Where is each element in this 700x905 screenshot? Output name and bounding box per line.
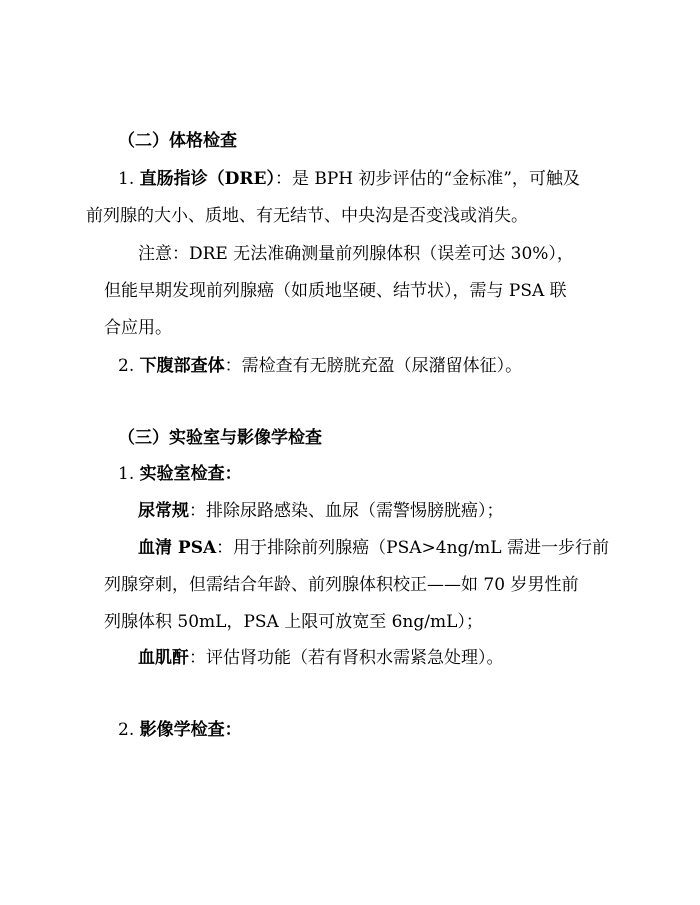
urine-line — [138, 499, 504, 523]
urine-term: 尿常规 — [138, 501, 189, 521]
dre-line-1 — [118, 167, 580, 191]
note-line-1: 注意：DRE 无法准确测量前列腺体积（误差可达 30%）， — [138, 244, 574, 264]
dre-term: 直肠指诊（DRE） — [139, 169, 275, 189]
lab-number: 1. — [118, 464, 140, 484]
dre-text: ：是 BPH 初步评估的“金标准”，可触及 — [274, 169, 580, 189]
creatinine-text: ：评估肾功能（若有肾积水需紧急处理）。 — [189, 648, 504, 668]
creatinine-line — [138, 646, 504, 670]
lab-title: 实验室检查： — [139, 464, 242, 484]
section2-heading: （二）体格检查 — [118, 131, 237, 151]
abdomen-term: 下腹部查体 — [139, 356, 225, 376]
dre-number: 1. — [118, 169, 140, 189]
note-line-2: 但能早期发现前列腺癌（如质地坚硬、结节状），需与 PSA 联 — [104, 281, 567, 301]
psa-term: 血清 PSA — [138, 538, 217, 558]
creatinine-term: 血肌酐 — [138, 648, 189, 668]
psa-line-1 — [138, 536, 609, 560]
abdomen-text: ：需检查有无膀胱充盈（尿潴留体征）。 — [224, 356, 523, 376]
imaging-title: 影像学检查： — [139, 720, 242, 740]
psa-text: ：用于排除前列腺癌（PSA>4ng/mL 需进一步行前 — [216, 538, 609, 558]
psa-line-3: 列腺体积 50mL，PSA 上限可放宽至 6ng/mL）； — [104, 612, 483, 632]
section3-heading: （三）实验室与影像学检查 — [118, 428, 322, 448]
urine-text: ：排除尿路感染、血尿（需警惕膀胱癌）； — [189, 501, 504, 521]
imaging-title-line — [118, 718, 242, 742]
abdomen-line — [118, 354, 522, 378]
note-line-3: 合应用。 — [104, 318, 172, 338]
dre-line-2: 前列腺的大小、质地、有无结节、中央沟是否变浅或消失。 — [86, 206, 528, 226]
psa-line-2: 列腺穿刺，但需结合年龄、前列腺体积校正——如 70 岁男性前 — [104, 575, 579, 595]
lab-title-line — [118, 462, 242, 486]
imaging-number: 2. — [118, 720, 140, 740]
abdomen-number: 2. — [118, 356, 140, 376]
